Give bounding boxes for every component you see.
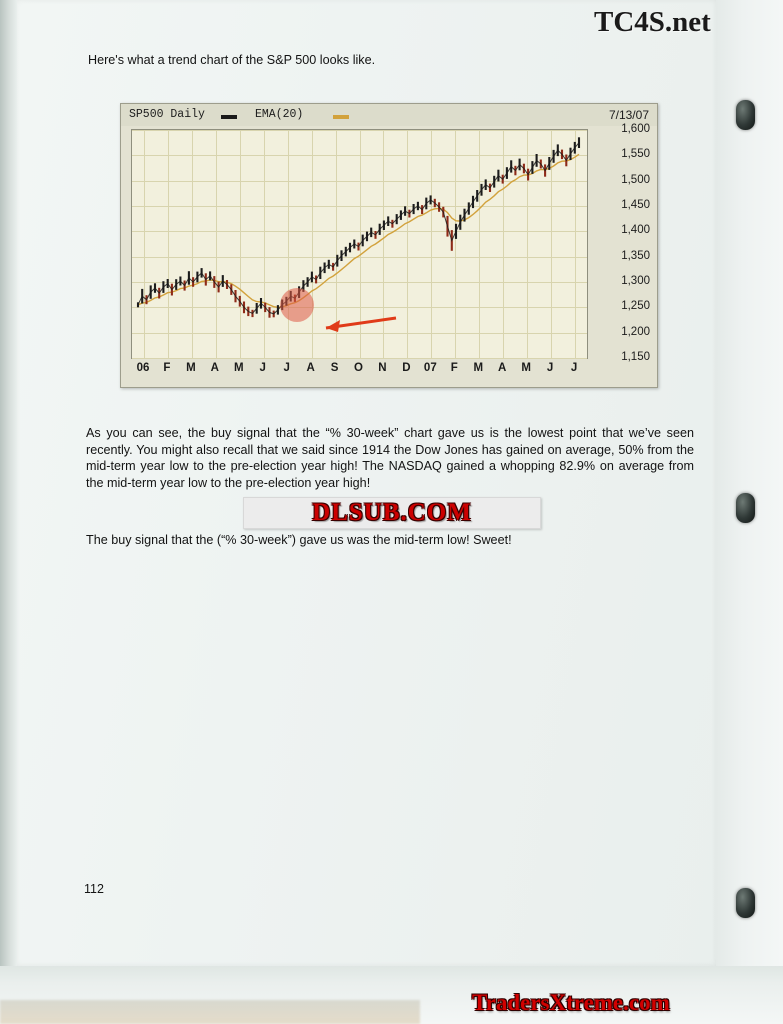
chart-date-label: 7/13/07 xyxy=(608,108,649,122)
x-axis-tick-label: D xyxy=(402,362,411,374)
y-axis-tick-label: 1,150 xyxy=(621,351,650,363)
x-axis-tick-label: J xyxy=(283,362,290,374)
gridline-horizontal xyxy=(132,358,587,359)
x-axis-tick-label: M xyxy=(521,362,531,374)
x-axis-tick-label: O xyxy=(354,362,363,374)
intro-paragraph: Here's what a trend chart of the S&P 500 looks like. xyxy=(88,53,376,67)
ema-legend-swatch xyxy=(333,115,349,119)
chart-series-label: SP500 Daily xyxy=(129,108,205,121)
chart-plot-area xyxy=(131,129,588,359)
sp500-trend-chart xyxy=(120,103,658,388)
y-axis-tick-label: 1,300 xyxy=(621,275,650,287)
x-axis-tick-label: J xyxy=(570,362,578,374)
closing-paragraph: The buy signal that the (“% 30-week”) gave us was the mid-term low! Sweet! xyxy=(86,533,512,547)
chart-x-axis xyxy=(131,360,589,380)
y-axis-tick-label: 1,450 xyxy=(621,199,650,211)
x-axis-tick-label: A xyxy=(498,362,507,374)
y-axis-tick-label: 1,200 xyxy=(621,325,650,338)
x-axis-tick-label: S xyxy=(330,362,339,374)
x-axis-tick-label: F xyxy=(450,362,458,374)
x-axis-tick-label: J xyxy=(546,362,554,374)
y-axis-tick-label: 1,250 xyxy=(621,300,650,313)
x-axis-tick-label: M xyxy=(186,362,196,374)
price-legend-swatch xyxy=(221,115,237,119)
y-axis-tick-label: 1,500 xyxy=(621,173,650,186)
scan-artifact xyxy=(0,1000,420,1024)
y-axis-tick-label: 1,400 xyxy=(621,224,650,237)
page-number: 112 xyxy=(84,882,104,896)
header-watermark: TC4S.net xyxy=(594,6,711,38)
binder-hole xyxy=(736,888,755,918)
chart-y-axis xyxy=(589,123,653,363)
overlay-watermark xyxy=(243,497,541,529)
x-axis-tick-label: N xyxy=(378,362,387,374)
x-axis-tick-label: F xyxy=(163,362,171,374)
y-axis-tick-label: 1,550 xyxy=(621,148,650,161)
binder-hole xyxy=(736,493,755,523)
x-axis-tick-label: M xyxy=(233,362,244,374)
y-axis-tick-label: 1,350 xyxy=(621,249,650,262)
page-left-edge xyxy=(0,0,17,1024)
overlay-watermark-text: DLSUB.COM xyxy=(312,499,472,526)
x-axis-tick-label: 06 xyxy=(136,362,150,374)
buy-signal-highlight xyxy=(280,288,314,322)
x-axis-tick-label: A xyxy=(210,362,219,374)
footer-watermark: TradersXtreme.com xyxy=(472,990,670,1015)
binder-hole xyxy=(736,100,755,130)
x-axis-tick-label: 07 xyxy=(423,362,437,374)
x-axis-tick-label: A xyxy=(306,362,315,374)
annotation-arrow xyxy=(310,312,400,334)
chart-header xyxy=(121,104,657,126)
y-axis-tick-label: 1,600 xyxy=(621,123,650,135)
chart-ema-label: EMA(20) xyxy=(255,108,304,121)
x-axis-tick-label: J xyxy=(259,362,266,374)
x-axis-tick-label: M xyxy=(473,362,484,374)
main-paragraph: As you can see, the buy signal that the “% 30-week” chart gave us is the lowest point that we’ve seen recently. You might also recall that we said since 1914 the Dow Jones has gained on average, 50% from the mid-term year low to the pre-election year high! The NASDAQ gained a whopping 82.9% on average from the mid-term year low to the pre-election year high! xyxy=(86,426,694,490)
